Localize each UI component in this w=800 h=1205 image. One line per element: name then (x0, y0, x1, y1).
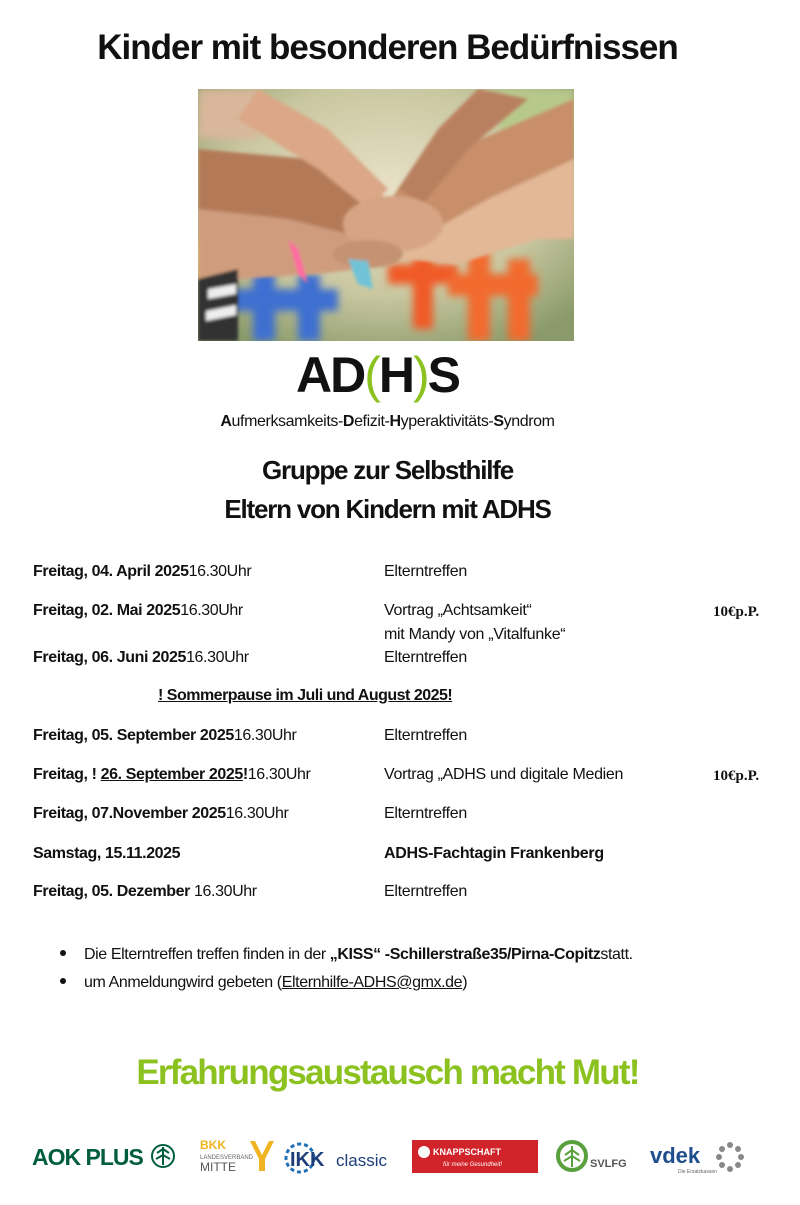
group-heading-line1: Gruppe zur Selbsthilfe (262, 455, 513, 485)
svg-text:KNAPPSCHAFT: KNAPPSCHAFT (433, 1147, 502, 1157)
aok-plus-text: AOK PLUS (32, 1144, 143, 1170)
event-row: Freitag, 02. Mai 202516.30Uhr (33, 602, 243, 619)
event-description: Elterntreffen (384, 805, 467, 822)
svg-text:IKK: IKK (290, 1149, 325, 1171)
svg-text:BKK: BKK (200, 1138, 226, 1152)
vdek-logo (650, 1142, 744, 1175)
slogan: Erfahrungsaustausch macht Mut! (136, 1053, 639, 1092)
knappschaft-icon (418, 1146, 430, 1158)
group-heading-line2: Eltern von Kindern mit ADHS (224, 494, 551, 524)
vdek-dots-icon (716, 1142, 744, 1172)
svg-text:für meine Gesundheit!: für meine Gesundheit! (443, 1162, 503, 1168)
svg-text:Die Ersatzkassen: Die Ersatzkassen (678, 1169, 717, 1175)
email-link[interactable]: Elternhilfe-ADHS@gmx.de (281, 974, 463, 991)
adhs-subtitle: Aufmerksamkeits-Defizit-Hyperaktivitäts-Syndrom (220, 413, 555, 430)
event-description: Vortrag „ADHS und digitale Medien (384, 766, 624, 783)
bkk-mitte-logo (200, 1138, 274, 1174)
event-price: 10€p.P. (713, 768, 760, 784)
bullet-icon (60, 950, 66, 956)
event-price: 10€p.P. (713, 604, 760, 620)
page-title: Kinder mit besonderen Bedürfnissen (97, 28, 678, 67)
bullet-icon (60, 978, 66, 984)
event-description: Elterntreffen (384, 649, 467, 666)
event-row: Freitag, 05. Dezember 16.30Uhr (33, 883, 257, 900)
stacked-hands-photo (198, 89, 574, 341)
event-row: Freitag, ! 26. September 2025!16.30Uhr (33, 766, 311, 783)
svg-text:MITTE: MITTE (200, 1160, 236, 1174)
svlfg-logo (558, 1142, 627, 1170)
svg-text:vdek: vdek (650, 1143, 701, 1168)
aok-plus-logo (32, 1144, 174, 1170)
svg-text:LANDESVERBAND: LANDESVERBAND (200, 1155, 254, 1161)
info-bullet-registration: um Anmeldungwird gebeten (Elternhilfe-ADHS@gmx.de) (60, 974, 467, 992)
event-description: Elterntreffen (384, 727, 467, 744)
bkk-y-icon (250, 1141, 274, 1171)
svg-text:classic: classic (336, 1151, 388, 1170)
event-description: ADHS-Fachtagin Frankenberg (384, 845, 604, 862)
sponsor-logos (30, 1135, 770, 1180)
adhs-logo: AD(H)S (296, 347, 459, 403)
event-description: Elterntreffen (384, 883, 467, 900)
event-row: Freitag, 06. Juni 202516.30Uhr (33, 649, 249, 666)
event-row: Freitag, 04. April 202516.30Uhr (33, 563, 252, 580)
summer-break-notice: ! Sommerpause im Juli und August 2025! (158, 687, 453, 704)
svg-text:SVLFG: SVLFG (590, 1158, 627, 1170)
event-row: Freitag, 07.November 202516.30Uhr (33, 805, 289, 822)
event-description-line2: mit Mandy von „Vitalfunke“ (384, 626, 566, 643)
ikk-classic-logo (286, 1144, 388, 1172)
event-description: Elterntreffen (384, 563, 467, 580)
knappschaft-logo (412, 1140, 538, 1173)
event-description: Vortrag „Achtsamkeit“ (384, 602, 532, 619)
event-row: Freitag, 05. September 202516.30Uhr (33, 727, 297, 744)
event-row: Samstag, 15.11.2025 (33, 845, 181, 862)
info-bullet-location: Die Elterntreffen treffen finden in der „KISS“ -Schillerstraße35/Pirna-Copitzstatt. (60, 946, 633, 964)
